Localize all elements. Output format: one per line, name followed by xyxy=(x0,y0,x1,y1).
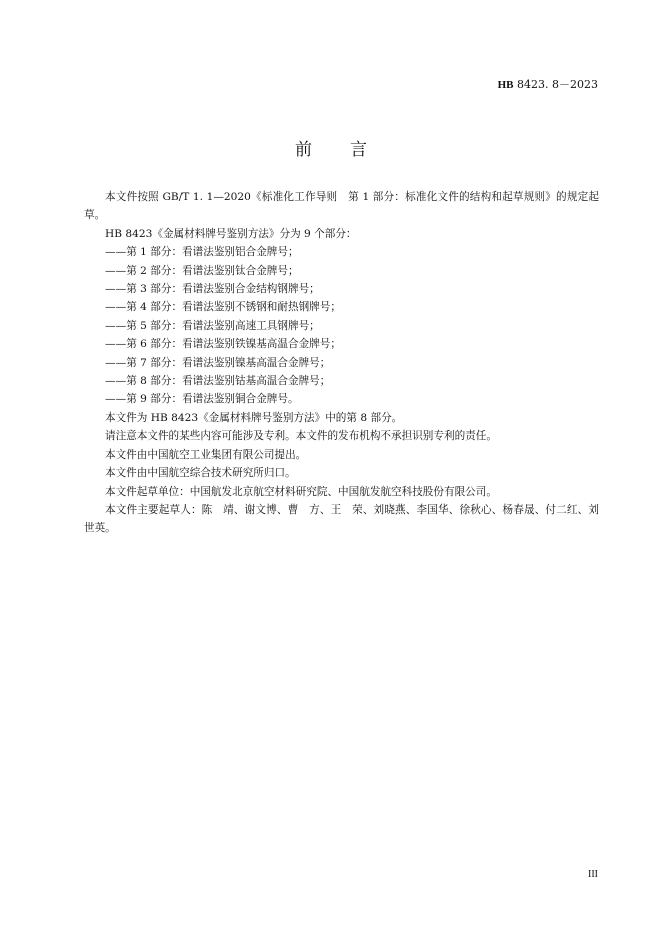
page-title: 前言 xyxy=(295,140,405,160)
list-item-part-4: ——第 4 部分：看谱法鉴别不锈钢和耐热钢牌号； xyxy=(105,301,341,314)
page-number: III xyxy=(588,869,598,880)
list-item-part-9: ——第 9 部分：看谱法鉴别铜合金牌号。 xyxy=(105,393,299,406)
paragraph-patent-notice: 请注意本文件的某些内容可能涉及专利。本文件的发布机构不承担识别专利的责任。 xyxy=(105,430,497,443)
list-item-part-7: ——第 7 部分：看谱法鉴别镍基高温合金牌号； xyxy=(105,356,331,369)
list-item-part-3: ——第 3 部分：看谱法鉴别合金结构钢牌号； xyxy=(105,283,320,296)
paragraph-drafting-rules: 本文件按照 GB/T 1. 1—2020《标准化工作导则 第 1 部分：标准化文件的结构和起草规则》的规定起草。 xyxy=(84,191,599,222)
standard-code-number: 8423. 8－2023 xyxy=(513,78,598,91)
document-body xyxy=(84,188,599,538)
paragraph-drafters: 本文件主要起草人：陈 靖、谢文博、曹 方、王 荣、刘晓燕、李国华、徐秋心、杨春晟、付二红、刘世英。 xyxy=(84,503,599,535)
paragraph-proposer: 本文件由中国航空工业集团有限公司提出。 xyxy=(105,448,307,461)
list-item-part-5: ——第 5 部分：看谱法鉴别高速工具钢牌号； xyxy=(105,319,320,332)
list-item-part-6: ——第 6 部分：看谱法鉴别铁镍基高温合金牌号； xyxy=(105,338,341,351)
paragraph-administrator: 本文件由中国航空综合技术研究所归口。 xyxy=(105,467,296,480)
list-item-part-2: ——第 2 部分：看谱法鉴别钛合金牌号； xyxy=(105,264,299,277)
paragraph-drafting-units: 本文件起草单位：中国航发北京航空材料研究院、中国航发航空科技股份有限公司。 xyxy=(105,485,497,498)
paragraph-this-part: 本文件为 HB 8423《金属材料牌号鉴别方法》中的第 8 部分。 xyxy=(105,411,403,424)
standard-code xyxy=(498,76,598,92)
standard-code-prefix: HB xyxy=(497,79,514,91)
paragraph-series-intro: HB 8423《金属材料牌号鉴别方法》分为 9 个部分： xyxy=(105,227,357,240)
list-item-part-8: ——第 8 部分：看谱法鉴别钴基高温合金牌号； xyxy=(105,375,331,388)
list-item-part-1: ——第 1 部分：看谱法鉴别铝合金牌号； xyxy=(105,246,299,259)
